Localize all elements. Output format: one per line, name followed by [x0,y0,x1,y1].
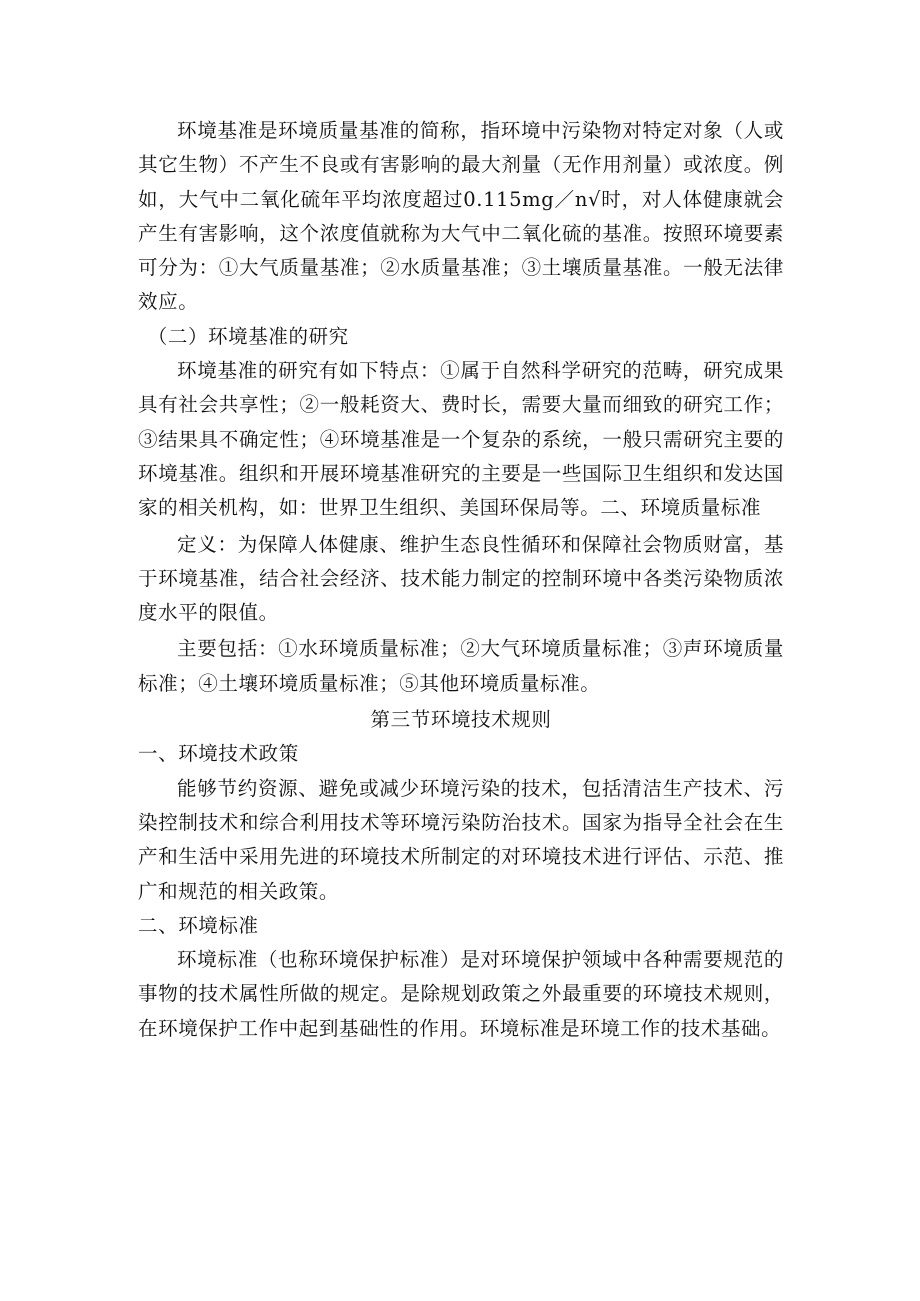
paragraph-standard-contents: 主要包括：①水环境质量标准；②大气环境质量标准；③声环境质量标准；④土壤环境质量标准；⑤其他环境质量标准。 [138,637,784,695]
paragraph-env-standard: 环境标准（也称环境保护标准）是对环境保护领域中各种需要规范的事物的技术属性所做的规定。是除规划政策之外最重要的环境技术规则，在环境保护工作中起到基础性的作用。环境标准是环境工作的技术基础。 [138,948,784,1040]
section-title: 第三节环境技术规则 [370,708,552,732]
heading-tech-policy: 一、环境技术政策 [138,742,299,766]
document-page [138,114,784,1046]
heading-criteria-research: （二）环境基准的研究 [147,324,349,348]
paragraph-tech-policy: 能够节约资源、避免或减少环境污染的技术，包括清洁生产技术、污染控制技术和综合利用技术等环境污染防治技术。国家为指导全社会在生产和生活中采用先进的环境技术所制定的对环境技术进行评估、示范、推广和规范的相关政策。 [138,776,784,903]
paragraph-standard-definition: 定义：为保障人体健康、维护生态良性循环和保障社会物质财富，基于环境基准，结合社会经济、技术能力制定的控制环境中各类污染物质浓度水平的限值。 [138,532,784,625]
heading-env-standard: 二、环境标准 [138,913,259,937]
paragraph-criteria-definition: 环境基准是环境质量基准的简称，指环境中污染物对特定对象（人或其它生物）不产生不良或有害影响的最大剂量（无作用剂量）或浓度。例如，大气中二氧化硫年平均浓度超过0.115mg／n√时，对人体健康就会产生有害影响，这个浓度值就称为大气中二氧化硫的基准。按照环境要素可分为：①大气质量基准；②水质量基准；③土壤质量基准。一般无法律效应。 [138,119,784,314]
paragraph-criteria-research: 环境基准的研究有如下特点：①属于自然科学研究的范畴，研究成果具有社会共享性；②一般耗资大、费时长，需要大量而细致的研究工作；③结果具不确定性；④环境基准是一个复杂的系统，一般只需研究主要的环境基准。组织和开展环境基准研究的主要是一些国际卫生组织和发达国家的相关机构，如：世界卫生组织、美国环保局等。二、环境质量标准 [138,359,784,520]
